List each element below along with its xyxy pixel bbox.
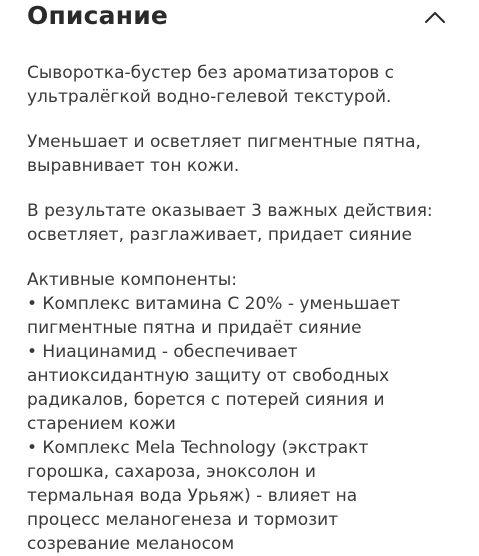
text-line: осветляет, разглаживает, придает сияние [27,225,412,245]
description-body [27,61,467,556]
text-line: созревание меланосом [27,534,235,554]
text-line: старением кожи [27,414,176,434]
chevron-up-icon [420,2,450,32]
text-line: В результате оказывает 3 важных действия: [27,201,433,221]
text-line: радикалов, борется с потерей сияния и [27,390,385,410]
text-line: процесс меланогенеза и тормозит [27,510,339,530]
description-header[interactable] [0,0,479,34]
component-item: • Ниацинамид - обеспечивает [27,342,298,362]
text-line: ультралёгкой водно-гелевой текстурой. [27,87,392,107]
component-item: • Комплекс Mela Technology (экстракт [27,438,369,458]
text-line: антиоксидантную защиту от свободных [27,366,390,386]
text-line: Уменьшает и осветляет пигментные пятна, [27,132,421,152]
text-line: горошка, сахароза, эноксолон и [27,462,316,482]
component-item: • Комплекс витамина С 20% - уменьшает [27,294,401,314]
components-heading: Активные компоненты: [27,270,238,290]
text-line: пигментные пятна и придаёт сияние [27,318,362,338]
paragraph-effect [27,130,467,178]
paragraph-result [27,199,467,247]
collapse-toggle-button[interactable] [420,2,450,32]
paragraph-intro [27,61,467,109]
text-line: термальная вода Урьяж) - влияет на [27,486,358,506]
text-line: выравнивает тон кожи. [27,156,240,176]
section-title: Описание [27,1,169,30]
text-line: Сыворотка-бустер без ароматизаторов с [27,63,394,83]
paragraph-active-components [27,268,467,556]
